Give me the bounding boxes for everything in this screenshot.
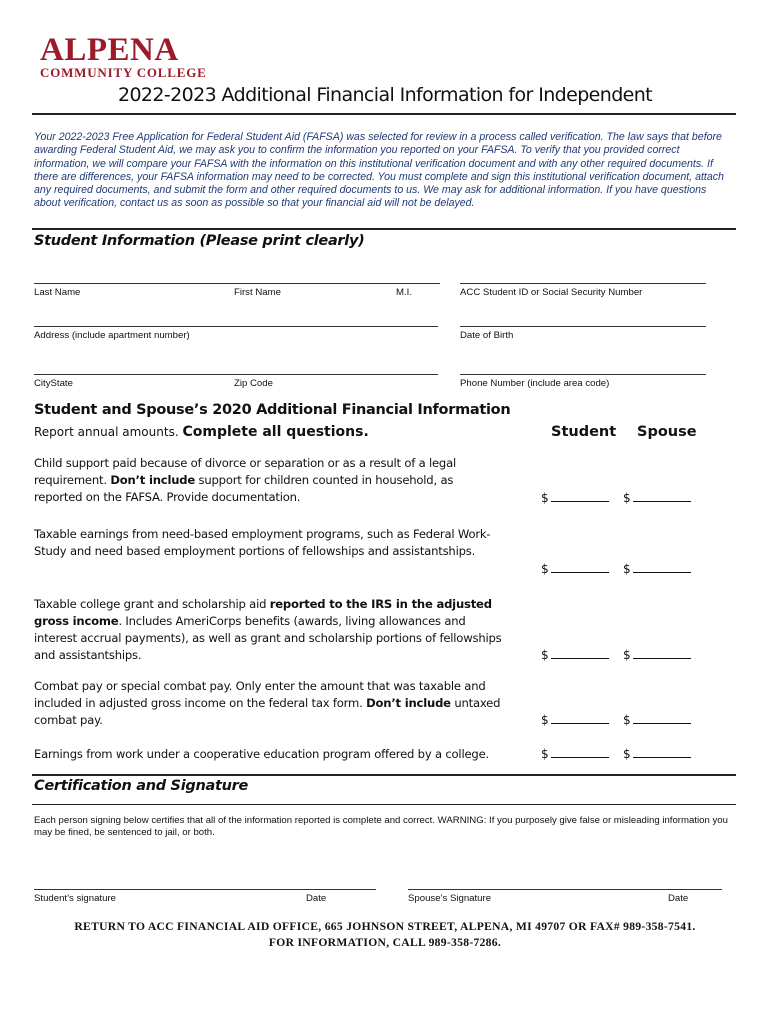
question-coop-earnings: Earnings from work under a cooperative education program offered by a college. bbox=[34, 747, 489, 761]
student-signature-label: Student’s signature bbox=[34, 893, 116, 904]
student-id-line[interactable] bbox=[460, 283, 706, 284]
certification-heading: Certification and Signature bbox=[34, 778, 248, 794]
financial-heading: Student and Spouse’s 2020 Additional Financial Information bbox=[34, 402, 511, 418]
certification-text: Each person signing below certifies that all of the information reported is complete and correct. WARNING: If you purposely give false or misleading information you may be fined, be sentenced to jail, or both. bbox=[34, 815, 728, 838]
complete-all-text: Complete all questions. bbox=[182, 424, 369, 440]
question-text: Taxable college grant and scholarship aid bbox=[34, 597, 270, 611]
student-column-header: Student bbox=[551, 424, 617, 440]
logo-name: ALPENA bbox=[40, 32, 179, 68]
form-title: 2022-2023 Additional Financial Information for Independent bbox=[117, 84, 653, 106]
logo-subtitle: COMMUNITY COLLEGE bbox=[40, 65, 207, 80]
coop-student-field[interactable] bbox=[541, 746, 609, 761]
zip-label: Zip Code bbox=[234, 378, 273, 389]
certification-subrule bbox=[32, 804, 736, 805]
question-combat-pay bbox=[34, 678, 504, 729]
return-instructions: RETURN TO ACC FINANCIAL AID OFFICE, 665 JOHNSON STREET, ALPENA, MI 49707 OR FAX# 989-358-7541. bbox=[74, 920, 696, 933]
spouse-date-label: Date bbox=[668, 893, 689, 904]
question-child-support bbox=[34, 455, 504, 506]
need-based-student-field[interactable] bbox=[541, 561, 609, 576]
combat-pay-student-field[interactable] bbox=[541, 712, 609, 727]
dollar-sign: $ bbox=[541, 491, 549, 505]
address-line[interactable] bbox=[34, 326, 438, 327]
child-support-spouse-field[interactable] bbox=[623, 490, 691, 505]
dollar-sign: $ bbox=[541, 713, 549, 727]
certification-rule bbox=[32, 774, 736, 776]
question-grant-scholarship bbox=[34, 596, 504, 664]
combat-pay-spouse-field[interactable] bbox=[623, 712, 691, 727]
question-emphasis: reported to the IRS in the adjusted gross income bbox=[34, 597, 492, 628]
intro-paragraph: Your 2022-2023 Free Application for Federal Student Aid (FAFSA) was selected for review in a process called verification. The law says that before awarding Federal Student Aid, we may ask you to confirm the information you reported on your FAFSA. To verify that you provided correct information, we will compare your FAFSA with the information on this institutional verification document and with any other required documents. If there are differences, your FAFSA information may need to be corrected. You must complete and sign this institutional verification document, attach any required documents, and submit the form and other required documents to us. We may ask for additional information. If you have questions about verification, contact us as soon as possible so that your financial aid will not be delayed. bbox=[34, 131, 724, 210]
question-text: support for children counted in household, as reported on the FAFSA. Provide documentation. bbox=[34, 473, 454, 504]
dollar-sign: $ bbox=[623, 747, 631, 761]
grant-student-field[interactable] bbox=[541, 647, 609, 662]
last-name-label: Last Name bbox=[34, 287, 81, 298]
first-name-label: First Name bbox=[234, 287, 281, 298]
student-id-label: ACC Student ID or Social Security Number bbox=[460, 287, 643, 298]
question-emphasis: Don’t include bbox=[110, 473, 196, 487]
dob-line[interactable] bbox=[460, 326, 706, 327]
mi-label: M.I. bbox=[396, 287, 412, 298]
question-text: Child support paid because of divorce or separation or as a result of a legal requirement. bbox=[34, 456, 457, 487]
address-label: Address (include apartment number) bbox=[34, 330, 190, 341]
question-need-based-earnings: Taxable earnings from need-based employment programs, such as Federal Work-Study and need based employment portions of fellowships and assistantships. bbox=[34, 527, 491, 558]
child-support-student-field[interactable] bbox=[541, 490, 609, 505]
spouse-signature-label: Spouse’s Signature bbox=[408, 893, 492, 904]
student-signature-line[interactable] bbox=[34, 889, 376, 890]
information-phone: FOR INFORMATION, CALL 989-358-7286. bbox=[268, 936, 502, 949]
grant-spouse-field[interactable] bbox=[623, 647, 691, 662]
dob-label: Date of Birth bbox=[460, 330, 514, 341]
report-instructions bbox=[34, 424, 369, 440]
phone-label: Phone Number (include area code) bbox=[460, 378, 610, 389]
spouse-column-header: Spouse bbox=[637, 424, 697, 440]
student-info-heading: Student Information (Please print clearly) bbox=[34, 233, 365, 249]
college-logo bbox=[40, 34, 207, 80]
dollar-sign: $ bbox=[541, 648, 549, 662]
dollar-sign: $ bbox=[623, 491, 631, 505]
question-text: untaxed combat pay. bbox=[34, 696, 501, 727]
coop-spouse-field[interactable] bbox=[623, 746, 691, 761]
student-date-label: Date bbox=[306, 893, 327, 904]
question-text: . Includes AmeriCorps benefits (awards, living allowances and interest accrual payments), as well as grant and scholarship portions of fellowships and assistantships. bbox=[34, 614, 502, 662]
dollar-sign: $ bbox=[623, 562, 631, 576]
spouse-signature-line[interactable] bbox=[408, 889, 722, 890]
need-based-spouse-field[interactable] bbox=[623, 561, 691, 576]
dollar-sign: $ bbox=[541, 562, 549, 576]
city-state-label: CityState bbox=[34, 378, 73, 389]
phone-line[interactable] bbox=[460, 374, 706, 375]
question-text: Combat pay or special combat pay. Only enter the amount that was taxable and included in adjusted gross income on the federal tax form. bbox=[34, 679, 486, 710]
title-rule bbox=[32, 113, 736, 115]
student-info-rule bbox=[32, 228, 736, 230]
dollar-sign: $ bbox=[623, 648, 631, 662]
dollar-sign: $ bbox=[623, 713, 631, 727]
report-annual-text: Report annual amounts. bbox=[34, 425, 179, 439]
dollar-sign: $ bbox=[541, 747, 549, 761]
question-emphasis: Don’t include bbox=[366, 696, 451, 710]
city-state-zip-line[interactable] bbox=[34, 374, 438, 375]
name-line[interactable] bbox=[34, 283, 440, 284]
